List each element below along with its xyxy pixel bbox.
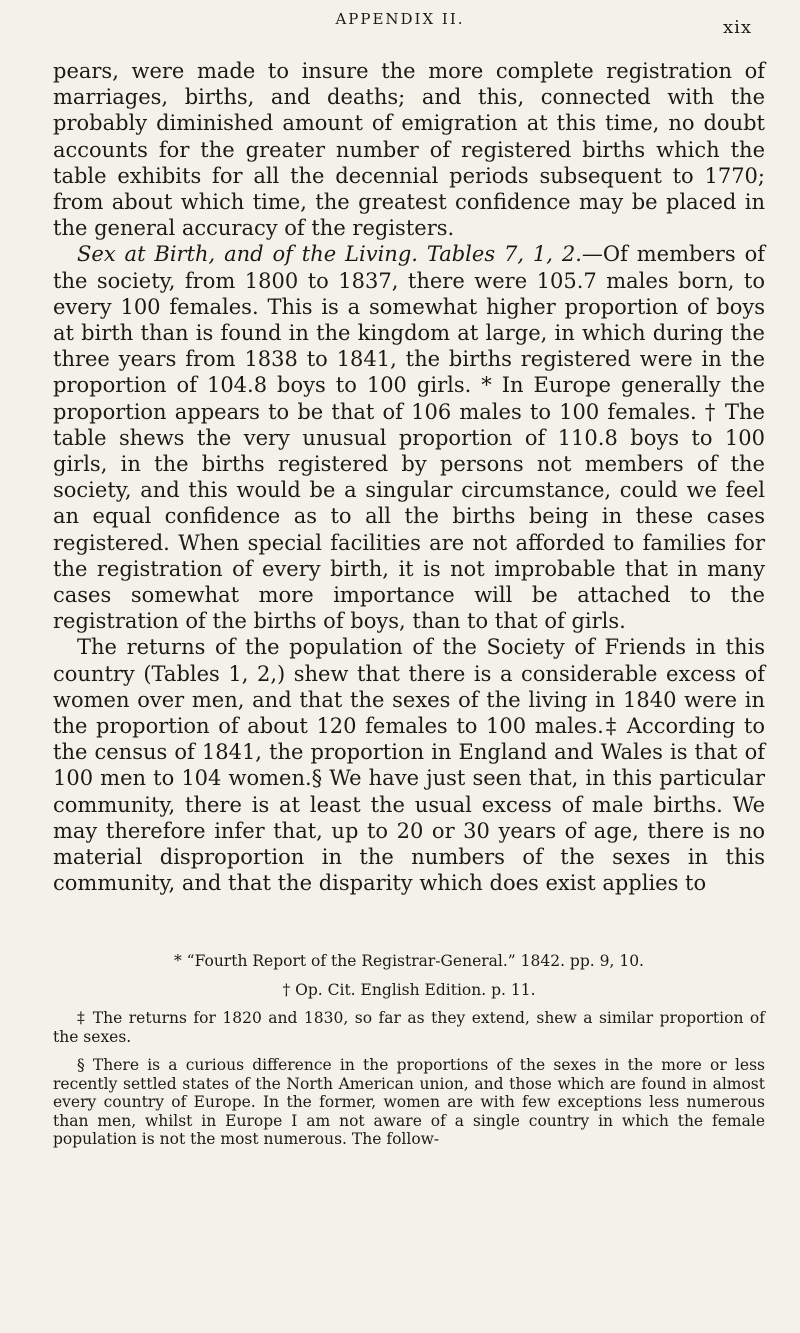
paragraph-population-returns: The returns of the population of the Society of Friends in this country (Tables 1, 2,) shew that there is a considerable excess of women over men, and that the sexes of the living in 1840 were in the proportion of about 120 females to 100 males.‡ According to the census of 1841, the proportion in England and Wales is that of 100 men to 104 women.§ We have just seen that, in this particular community, there is at least the usual excess of male births. We may therefore infer that, up to 20 or 30 years of age, there is no material disproportion in the numbers of the sexes in this community, and that the disparity which does exist applies to (53, 635, 765, 896)
footnote-4: § There is a curious difference in the proportions of the sexes in the more or less recently settled states of the North American union, and those which are found in almost every country of Europe. In the former, women are with few exceptions less numerous than men, whilst in Europe I am not aware of a single country in which the female population is not the most numerous. The follow- (53, 1056, 765, 1148)
main-text (53, 58, 765, 897)
section-heading: Sex at Birth, and of the Living. Tables 7, 1, 2. (77, 242, 582, 267)
paragraph-text: —Of members of the society, from 1800 to 1837, there were 105.7 males born, to every 100 females. This is a somewhat higher proportion of boys at birth than is found in the kingdom at large, in which during the three years from 1838 to 1841, the births registered were in the proportion of 104.8 boys to 100 girls. * In Europe generally the proportion appears to be that of 106 males to 100 females. † The table shews the very unusual proportion of 110.8 boys to 100 girls, in the births registered by persons not members of the society, and this would be a singular circumstance, could we feel an equal confidence as to all the births being in these cases registered. When special facilities are not afforded to families for the registration of every birth, it is not improbable that in many cases somewhat more importance will be attached to the registration of the births of boys, than to that of girls. (53, 242, 765, 634)
running-head: APPENDIX II. (335, 10, 465, 28)
paragraph-registration: pears, were made to insure the more complete registration of marriages, births, and deaths; and this, connected with the probably diminished amount of emigration at this time, no doubt accounts for the greater number of registered births which the table exhibits for all the decennial periods subsequent to 1770; from about which time, the greatest confidence may be placed in the general accuracy of the registers. (53, 59, 765, 241)
footnotes (53, 952, 765, 1159)
footnote-3: ‡ The returns for 1820 and 1830, so far as they extend, shew a similar proportion of the sexes. (53, 1009, 765, 1046)
page-number: xix (722, 17, 752, 38)
footnote-1: * “Fourth Report of the Registrar-General.” 1842. pp. 9, 10. (173, 952, 644, 970)
footnote-2: † Op. Cit. English Edition. p. 11. (282, 980, 536, 999)
paragraph-sex-at-birth (53, 241, 765, 634)
page-header (0, 8, 800, 48)
